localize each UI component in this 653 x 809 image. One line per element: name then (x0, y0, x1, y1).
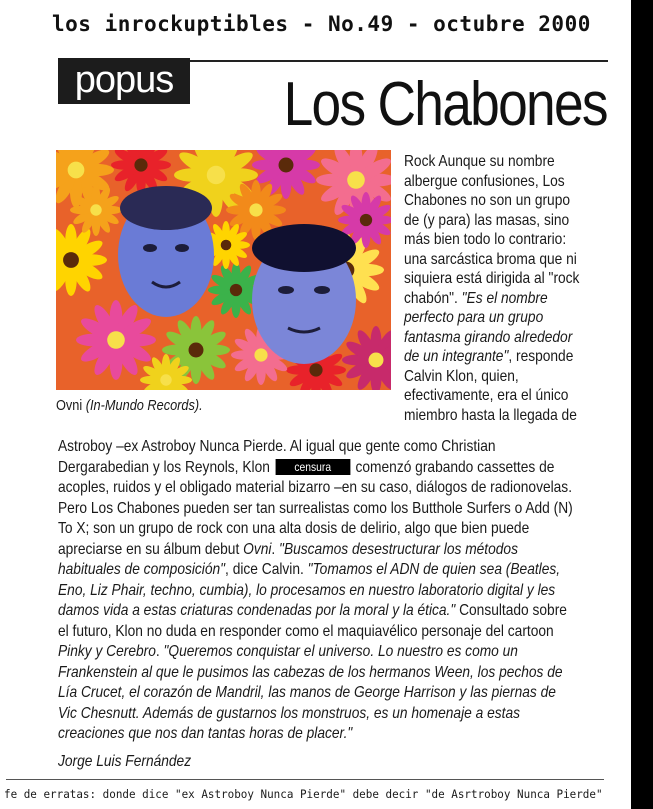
quote-text: Vic Chesnutt. Además de gustarnos los monstruos, es un homenaje a estas (58, 704, 520, 722)
band-photo-illustration (56, 150, 391, 390)
intro-line (404, 250, 600, 270)
intro-line (404, 367, 600, 387)
body-text: To X; son un grupo de rock con una alta dosis de delirio, algo que bien puede (58, 520, 530, 537)
quote-text: habituales de composición" (58, 561, 226, 578)
band-photo (56, 150, 391, 390)
article-title: Los Chabones (283, 70, 607, 139)
erratum-note: fe de erratas: donde dice "ex Astroboy Nunca Pierde" debe decir "de Asrtroboy Nunca Pierde" (4, 787, 603, 801)
article-body (58, 437, 608, 745)
intro-line (404, 152, 600, 172)
page-edge-bar (631, 0, 653, 809)
censored-name-bar: censura (275, 459, 350, 475)
section-tag: popus (58, 58, 190, 104)
body-text: . (271, 540, 280, 558)
body-text: de (y para) las masas, sino (404, 211, 570, 229)
author-byline: Jorge Luis Fernández (58, 753, 192, 770)
body-line (58, 478, 608, 499)
quote-text: Ovni (243, 540, 272, 558)
intro-line (404, 172, 600, 192)
body-text: Consultado sobre (455, 602, 567, 619)
quote-text: fantasma girando alrededor (404, 328, 573, 346)
body-text: una sarcástica broma que ni (404, 250, 577, 268)
quote-text: Eno, Liz Phair, techno, cumbia), lo procesamos en nuestro laboratorio digital y les (58, 581, 556, 599)
body-text: acoples, ruidos y el obligado material bizarro –en su caso, diálogos de radionovelas. (58, 479, 573, 496)
footer-rule (6, 779, 604, 780)
intro-line (404, 211, 600, 231)
quote-text: "Queremos conquistar el universo. Lo nuestro es como un (163, 643, 518, 660)
right-face (252, 224, 356, 364)
body-text: Astroboy –ex Astroboy Nunca Pierde. Al igual que gente como Christian (58, 438, 496, 455)
flower (56, 224, 107, 296)
caption-label: (In-Mundo Records). (85, 397, 203, 414)
body-text: siquiera está dirigida al "rock (404, 270, 580, 287)
quote-text: de un integrante" (404, 348, 509, 365)
body-line (58, 663, 608, 684)
body-line (58, 601, 608, 622)
body-text: miembro hasta la llegada de (404, 406, 577, 424)
body-text: chabón". (404, 289, 462, 307)
intro-line (404, 386, 600, 406)
article-intro-column (404, 152, 600, 425)
body-line (58, 683, 608, 704)
intro-line (404, 289, 600, 309)
body-text: el futuro, Klon no duda en responder como el maquiavélico personaje del cartoon (58, 622, 554, 640)
quote-text: creaciones que nos dan tantas horas de placer." (58, 725, 353, 742)
quote-text: Pinky y Cerebro (58, 643, 156, 660)
body-text: Rock Aunque su nombre (404, 153, 555, 170)
intro-line (404, 328, 600, 348)
body-text: Pero Los Chabones pueden ser tan surrealistas como los Butthole Surfers o Add (N) (58, 499, 573, 517)
quote-text: "Buscamos desestructurar los métodos (279, 540, 518, 558)
body-line (58, 581, 608, 602)
body-line (58, 622, 608, 643)
magazine-masthead: los inrockuptibles - No.49 - octubre 2000 (52, 12, 591, 36)
body-line (58, 642, 608, 663)
body-line (58, 724, 608, 745)
quote-text: Frankenstein al que le pusimos las cabezas de los hermanos Ween, los pechos de (58, 663, 563, 681)
quote-text: Lía Crucet, el corazón de Mandril, las manos de George Harrison y las piernas de (58, 684, 556, 701)
body-text: más bien todo lo contrario: (404, 231, 567, 248)
quote-text: "Tomamos el ADN de quien sea (Beatles, (307, 561, 561, 578)
body-text: , dice Calvin. (225, 561, 308, 578)
intro-line (404, 230, 600, 250)
body-line (58, 499, 608, 520)
quote-text: perfecto para un grupo (404, 309, 544, 326)
photo-caption (56, 397, 203, 414)
intro-line (404, 406, 600, 426)
body-text: comenzó grabando cassettes de (351, 458, 555, 476)
body-line (58, 540, 608, 561)
body-text: Calvin Klon, quien, (404, 367, 519, 385)
body-line (58, 704, 608, 725)
body-text: Dergarabedian y los Reynols, Klon (58, 458, 274, 476)
quote-text: damos vida a estas criaturas condenadas por la moral y la ética." (58, 602, 456, 619)
body-text: apreciarse en su álbum debut (58, 540, 244, 558)
body-text: efectivamente, era el único (404, 387, 569, 404)
flower (342, 326, 391, 390)
body-text: , responde (508, 348, 574, 365)
body-text: . (155, 643, 164, 660)
intro-line (404, 269, 600, 289)
body-text: Chabones no son un grupo (404, 192, 571, 209)
body-line (58, 519, 608, 540)
quote-text: "Es el nombre (461, 289, 548, 307)
intro-line (404, 191, 600, 211)
intro-line (404, 308, 600, 328)
body-line (58, 560, 608, 581)
body-line (58, 437, 608, 458)
body-line (58, 458, 608, 479)
body-text: albergue confusiones, Los (404, 172, 565, 190)
intro-line (404, 347, 600, 367)
caption-band: Ovni (56, 397, 83, 414)
left-face (118, 186, 214, 317)
